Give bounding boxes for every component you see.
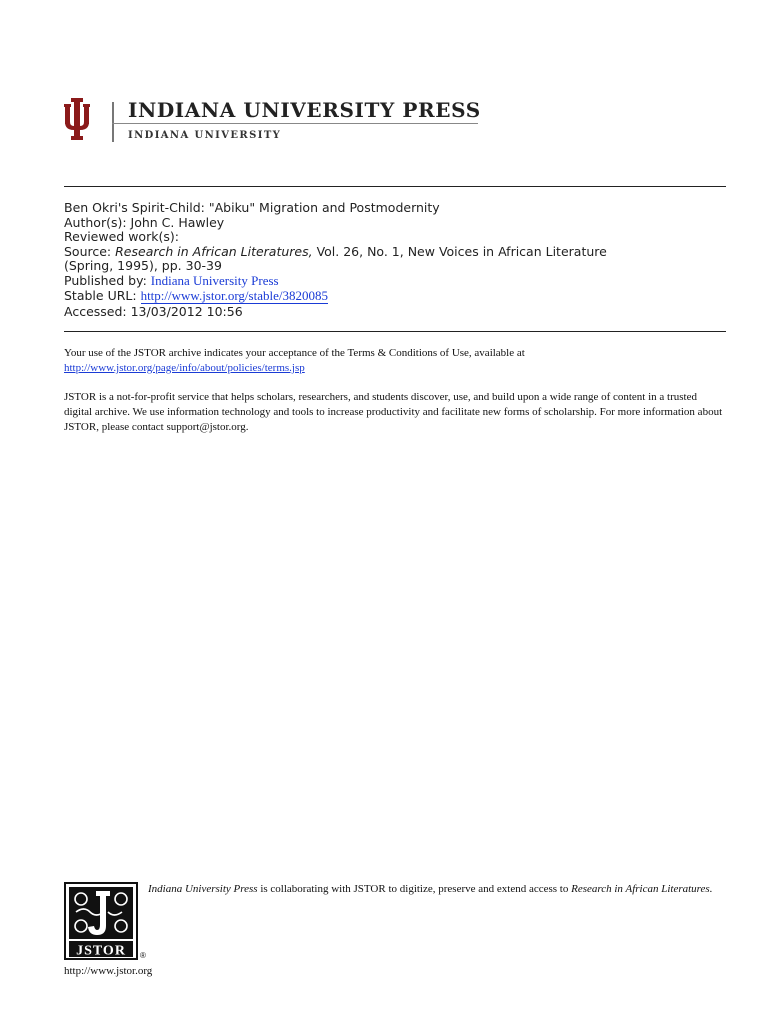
about-jstor: JSTOR is a not-for-profit service that helps scholars, researchers, and students discover, use, and build upon a wide range of content in a trusted digital archive. We use information technology and tools to increase productivity and facilitate new forms of scholarship. For more information about JSTOR, please contact support@jstor.org. [64,391,723,433]
source-rest: Vol. 26, No. 1, New Voices in African Literature [312,243,607,259]
svg-text:®: ® [140,951,146,960]
author-line: Author(s): John C. Hawley [64,214,225,230]
source-line [64,245,726,260]
collab-journal: Research in African Literatures. [571,883,713,895]
logo-divider-horizontal [112,123,478,124]
stable-label: Stable URL: [64,287,141,303]
collab-publisher: Indiana University Press [148,883,258,895]
citation-block [64,201,726,320]
accessed-line: Accessed: 13/03/2012 10:56 [64,304,243,320]
publisher-link[interactable]: Indiana University Press [150,272,279,288]
jstor-logo-text: JSTOR [76,943,126,959]
stable-url-line [64,289,726,304]
terms-text: Your use of the JSTOR archive indicates your acceptance of the Terms & Conditions of Use, available at [64,347,525,359]
jstor-home-link[interactable]: http://www.jstor.org [64,965,153,977]
source-journal: Research in African Literatures, [115,243,313,259]
collab-text: is collaborating with JSTOR to digitize, preserve and extend access to [257,883,572,895]
published-label: Published by: [64,272,151,288]
terms-notice [64,346,724,376]
source-label: Source: [64,243,116,259]
published-line [64,274,726,289]
logo-divider-vertical [112,102,114,142]
publisher-header [64,98,484,146]
jstor-logo [64,882,150,960]
source-line-2: (Spring, 1995), pp. 30-39 [64,258,222,274]
top-divider [64,186,726,187]
article-title: Ben Okri's Spirit-Child: "Abiku" Migration and Postmodernity [64,200,440,215]
bottom-divider [64,331,726,332]
university-subtitle: INDIANA UNIVERSITY [128,130,282,141]
collaboration-statement [148,884,724,895]
iu-trident-logo [64,98,90,140]
press-title: INDIANA UNIVERSITY PRESS [128,98,481,122]
reviewed-line: Reviewed work(s): [64,229,179,245]
terms-link[interactable]: http://www.jstor.org/page/info/about/policies/terms.jsp [64,362,305,374]
stable-url-link[interactable]: http://www.jstor.org/stable/3820085 [140,287,328,303]
